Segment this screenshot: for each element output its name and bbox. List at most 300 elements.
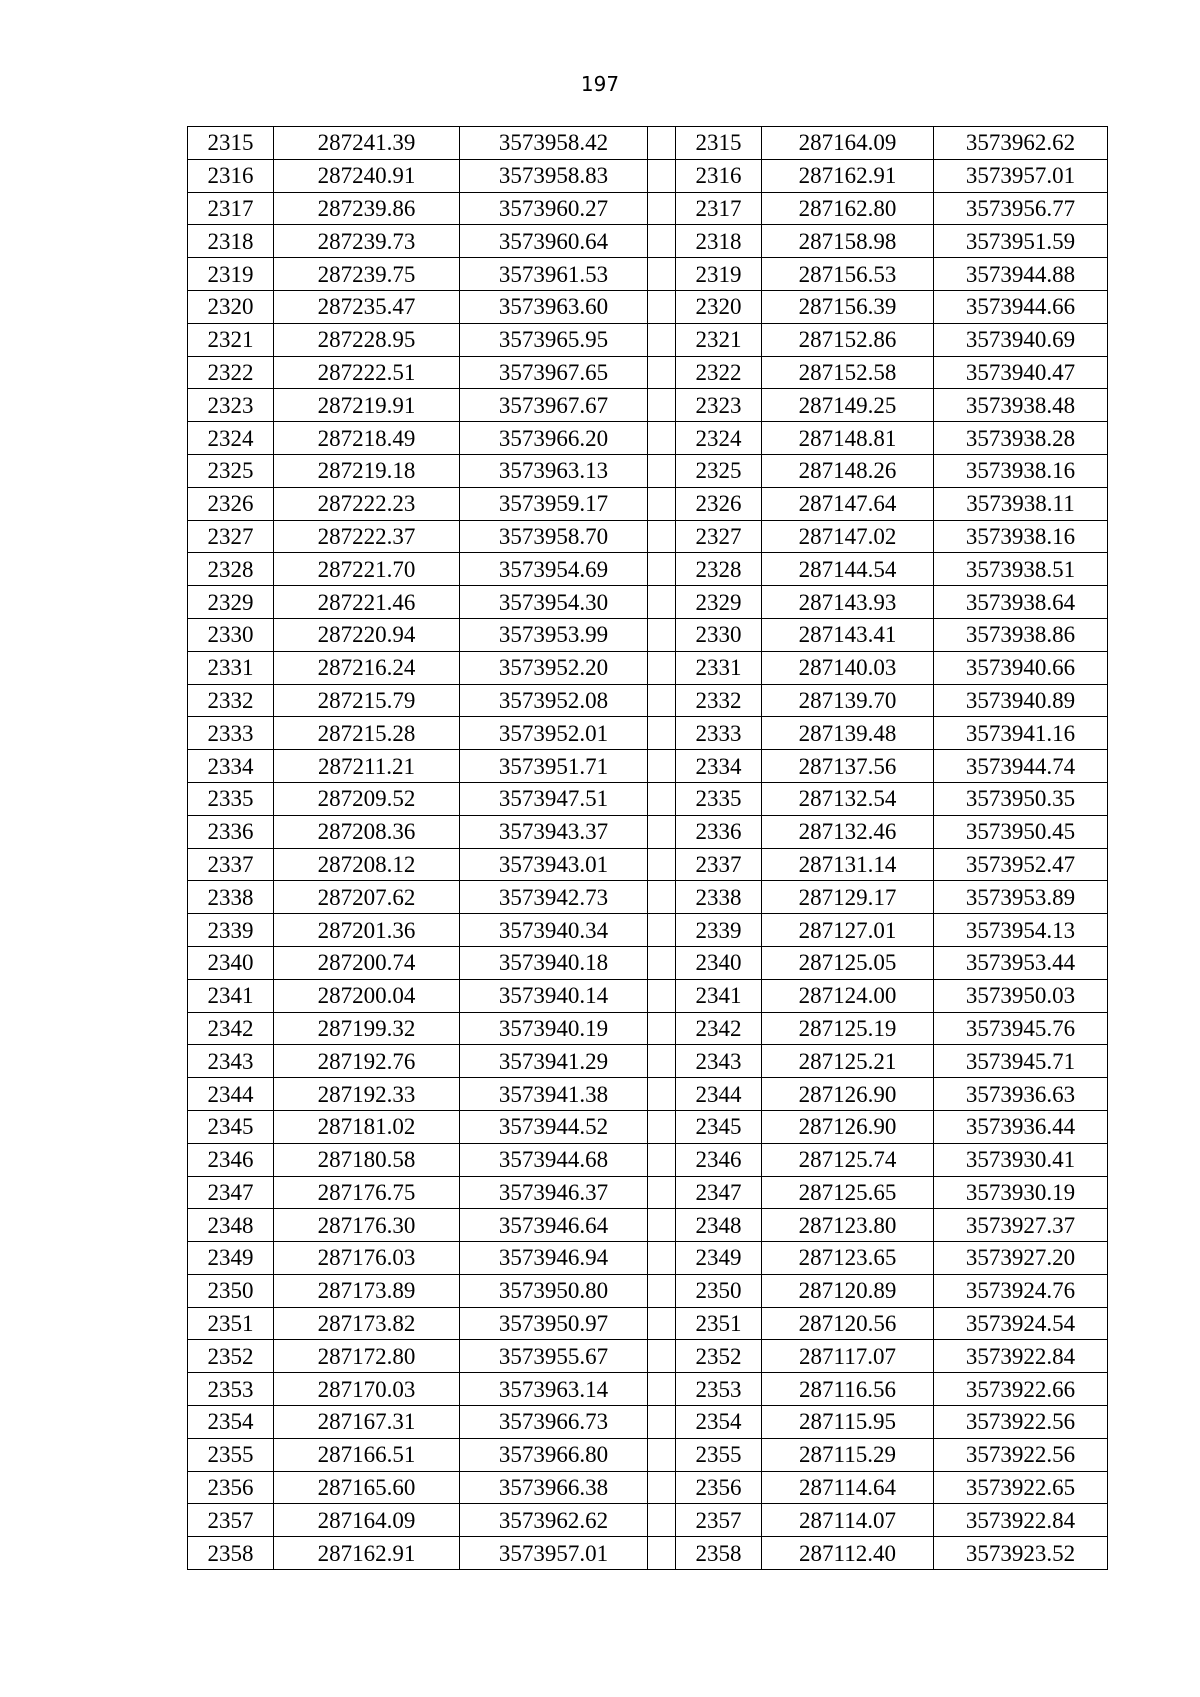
right-x-cell: 287147.02 [762, 520, 934, 553]
left-y-cell: 3573942.73 [460, 881, 648, 914]
separator-cell [648, 1012, 676, 1045]
left-x-cell: 287221.70 [274, 553, 460, 586]
separator-cell [648, 717, 676, 750]
left-x-cell: 287173.82 [274, 1307, 460, 1340]
right-y-cell: 3573950.45 [934, 815, 1108, 848]
right-y-cell: 3573945.76 [934, 1012, 1108, 1045]
table-row [188, 225, 1108, 258]
left-y-cell: 3573950.80 [460, 1274, 648, 1307]
table-row [188, 1340, 1108, 1373]
right-x-cell: 287156.53 [762, 258, 934, 291]
table-row [188, 127, 1108, 160]
left-point-id-cell: 2347 [188, 1176, 274, 1209]
left-y-cell: 3573961.53 [460, 258, 648, 291]
right-x-cell: 287112.40 [762, 1537, 934, 1570]
left-point-id-cell: 2355 [188, 1438, 274, 1471]
separator-cell [648, 684, 676, 717]
left-x-cell: 287201.36 [274, 914, 460, 947]
left-point-id-cell: 2351 [188, 1307, 274, 1340]
separator-cell [648, 1045, 676, 1078]
left-y-cell: 3573967.67 [460, 389, 648, 422]
table-row [188, 1307, 1108, 1340]
right-y-cell: 3573950.35 [934, 782, 1108, 815]
right-x-cell: 287129.17 [762, 881, 934, 914]
left-y-cell: 3573962.62 [460, 1504, 648, 1537]
right-x-cell: 287144.54 [762, 553, 934, 586]
right-x-cell: 287162.91 [762, 159, 934, 192]
left-x-cell: 287200.74 [274, 946, 460, 979]
separator-cell [648, 258, 676, 291]
separator-cell [648, 1078, 676, 1111]
right-point-id-cell: 2324 [676, 422, 762, 455]
left-point-id-cell: 2348 [188, 1209, 274, 1242]
left-y-cell: 3573940.14 [460, 979, 648, 1012]
table-row [188, 356, 1108, 389]
left-x-cell: 287211.21 [274, 750, 460, 783]
separator-cell [648, 1504, 676, 1537]
left-x-cell: 287235.47 [274, 290, 460, 323]
left-y-cell: 3573952.01 [460, 717, 648, 750]
right-point-id-cell: 2358 [676, 1537, 762, 1570]
right-y-cell: 3573938.16 [934, 454, 1108, 487]
left-x-cell: 287176.30 [274, 1209, 460, 1242]
right-point-id-cell: 2316 [676, 159, 762, 192]
left-x-cell: 287176.75 [274, 1176, 460, 1209]
right-y-cell: 3573953.89 [934, 881, 1108, 914]
right-y-cell: 3573938.11 [934, 487, 1108, 520]
right-x-cell: 287139.70 [762, 684, 934, 717]
right-point-id-cell: 2331 [676, 651, 762, 684]
right-x-cell: 287143.41 [762, 618, 934, 651]
left-point-id-cell: 2352 [188, 1340, 274, 1373]
right-y-cell: 3573956.77 [934, 192, 1108, 225]
right-y-cell: 3573952.47 [934, 848, 1108, 881]
right-y-cell: 3573944.88 [934, 258, 1108, 291]
right-point-id-cell: 2335 [676, 782, 762, 815]
right-point-id-cell: 2320 [676, 290, 762, 323]
left-point-id-cell: 2344 [188, 1078, 274, 1111]
right-point-id-cell: 2317 [676, 192, 762, 225]
left-point-id-cell: 2335 [188, 782, 274, 815]
separator-cell [648, 553, 676, 586]
left-point-id-cell: 2325 [188, 454, 274, 487]
left-x-cell: 287222.37 [274, 520, 460, 553]
left-x-cell: 287215.79 [274, 684, 460, 717]
left-y-cell: 3573958.83 [460, 159, 648, 192]
left-point-id-cell: 2354 [188, 1406, 274, 1439]
right-point-id-cell: 2334 [676, 750, 762, 783]
left-x-cell: 287239.75 [274, 258, 460, 291]
separator-cell [648, 422, 676, 455]
separator-cell [648, 651, 676, 684]
separator-cell [648, 1143, 676, 1176]
left-y-cell: 3573943.01 [460, 848, 648, 881]
right-x-cell: 287164.09 [762, 127, 934, 160]
left-point-id-cell: 2320 [188, 290, 274, 323]
right-y-cell: 3573940.89 [934, 684, 1108, 717]
right-y-cell: 3573938.64 [934, 586, 1108, 619]
left-point-id-cell: 2315 [188, 127, 274, 160]
left-y-cell: 3573946.37 [460, 1176, 648, 1209]
left-x-cell: 287173.89 [274, 1274, 460, 1307]
left-point-id-cell: 2345 [188, 1110, 274, 1143]
left-x-cell: 287166.51 [274, 1438, 460, 1471]
right-x-cell: 287139.48 [762, 717, 934, 750]
left-point-id-cell: 2322 [188, 356, 274, 389]
left-x-cell: 287180.58 [274, 1143, 460, 1176]
table-row [188, 1373, 1108, 1406]
left-y-cell: 3573960.27 [460, 192, 648, 225]
right-x-cell: 287132.54 [762, 782, 934, 815]
left-x-cell: 287239.86 [274, 192, 460, 225]
right-x-cell: 287114.07 [762, 1504, 934, 1537]
left-x-cell: 287209.52 [274, 782, 460, 815]
table-row [188, 422, 1108, 455]
right-x-cell: 287123.80 [762, 1209, 934, 1242]
right-point-id-cell: 2350 [676, 1274, 762, 1307]
left-x-cell: 287167.31 [274, 1406, 460, 1439]
separator-cell [648, 127, 676, 160]
table-row [188, 454, 1108, 487]
table-row [188, 1274, 1108, 1307]
table-row [188, 848, 1108, 881]
left-x-cell: 287200.04 [274, 979, 460, 1012]
separator-cell [648, 192, 676, 225]
right-x-cell: 287131.14 [762, 848, 934, 881]
left-point-id-cell: 2316 [188, 159, 274, 192]
right-y-cell: 3573936.44 [934, 1110, 1108, 1143]
left-y-cell: 3573963.60 [460, 290, 648, 323]
left-x-cell: 287216.24 [274, 651, 460, 684]
left-point-id-cell: 2349 [188, 1242, 274, 1275]
right-x-cell: 287149.25 [762, 389, 934, 422]
left-point-id-cell: 2338 [188, 881, 274, 914]
table-row [188, 1110, 1108, 1143]
table-row [188, 323, 1108, 356]
left-point-id-cell: 2357 [188, 1504, 274, 1537]
left-point-id-cell: 2342 [188, 1012, 274, 1045]
left-point-id-cell: 2339 [188, 914, 274, 947]
left-y-cell: 3573954.30 [460, 586, 648, 619]
right-y-cell: 3573938.51 [934, 553, 1108, 586]
left-point-id-cell: 2353 [188, 1373, 274, 1406]
right-y-cell: 3573962.62 [934, 127, 1108, 160]
right-point-id-cell: 2349 [676, 1242, 762, 1275]
left-x-cell: 287170.03 [274, 1373, 460, 1406]
separator-cell [648, 1242, 676, 1275]
separator-cell [648, 1406, 676, 1439]
separator-cell [648, 487, 676, 520]
separator-cell [648, 1537, 676, 1570]
left-y-cell: 3573947.51 [460, 782, 648, 815]
right-y-cell: 3573944.74 [934, 750, 1108, 783]
left-y-cell: 3573941.29 [460, 1045, 648, 1078]
table-row [188, 586, 1108, 619]
right-y-cell: 3573954.13 [934, 914, 1108, 947]
left-x-cell: 287199.32 [274, 1012, 460, 1045]
coordinates-table-body [188, 127, 1108, 1570]
right-x-cell: 287143.93 [762, 586, 934, 619]
separator-cell [648, 979, 676, 1012]
table-row [188, 1143, 1108, 1176]
right-point-id-cell: 2333 [676, 717, 762, 750]
left-x-cell: 287215.28 [274, 717, 460, 750]
left-x-cell: 287221.46 [274, 586, 460, 619]
left-point-id-cell: 2341 [188, 979, 274, 1012]
left-x-cell: 287222.23 [274, 487, 460, 520]
right-point-id-cell: 2342 [676, 1012, 762, 1045]
table-row [188, 881, 1108, 914]
table-row [188, 914, 1108, 947]
left-y-cell: 3573940.34 [460, 914, 648, 947]
left-x-cell: 287192.76 [274, 1045, 460, 1078]
left-y-cell: 3573946.64 [460, 1209, 648, 1242]
separator-cell [648, 1110, 676, 1143]
right-x-cell: 287148.81 [762, 422, 934, 455]
right-point-id-cell: 2345 [676, 1110, 762, 1143]
right-x-cell: 287162.80 [762, 192, 934, 225]
right-point-id-cell: 2332 [676, 684, 762, 717]
right-point-id-cell: 2336 [676, 815, 762, 848]
left-y-cell: 3573959.17 [460, 487, 648, 520]
right-y-cell: 3573957.01 [934, 159, 1108, 192]
left-x-cell: 287241.39 [274, 127, 460, 160]
separator-cell [648, 1438, 676, 1471]
left-point-id-cell: 2332 [188, 684, 274, 717]
left-point-id-cell: 2317 [188, 192, 274, 225]
left-x-cell: 287208.12 [274, 848, 460, 881]
left-y-cell: 3573950.97 [460, 1307, 648, 1340]
right-y-cell: 3573940.66 [934, 651, 1108, 684]
page-number: 197 [580, 72, 620, 96]
table-row [188, 1176, 1108, 1209]
right-point-id-cell: 2318 [676, 225, 762, 258]
left-y-cell: 3573963.13 [460, 454, 648, 487]
right-x-cell: 287123.65 [762, 1242, 934, 1275]
table-row [188, 1504, 1108, 1537]
left-x-cell: 287219.91 [274, 389, 460, 422]
right-point-id-cell: 2354 [676, 1406, 762, 1439]
separator-cell [648, 356, 676, 389]
left-point-id-cell: 2323 [188, 389, 274, 422]
left-x-cell: 287219.18 [274, 454, 460, 487]
left-point-id-cell: 2336 [188, 815, 274, 848]
right-x-cell: 287114.64 [762, 1471, 934, 1504]
right-x-cell: 287125.65 [762, 1176, 934, 1209]
separator-cell [648, 1274, 676, 1307]
right-point-id-cell: 2340 [676, 946, 762, 979]
right-y-cell: 3573951.59 [934, 225, 1108, 258]
right-y-cell: 3573930.41 [934, 1143, 1108, 1176]
right-point-id-cell: 2327 [676, 520, 762, 553]
right-x-cell: 287125.21 [762, 1045, 934, 1078]
right-x-cell: 287158.98 [762, 225, 934, 258]
right-y-cell: 3573945.71 [934, 1045, 1108, 1078]
separator-cell [648, 1471, 676, 1504]
left-y-cell: 3573958.42 [460, 127, 648, 160]
right-x-cell: 287115.95 [762, 1406, 934, 1439]
table-row [188, 1471, 1108, 1504]
left-y-cell: 3573944.68 [460, 1143, 648, 1176]
separator-cell [648, 323, 676, 356]
right-y-cell: 3573922.56 [934, 1438, 1108, 1471]
left-y-cell: 3573952.08 [460, 684, 648, 717]
separator-cell [648, 1307, 676, 1340]
left-point-id-cell: 2331 [188, 651, 274, 684]
right-y-cell: 3573923.52 [934, 1537, 1108, 1570]
left-y-cell: 3573966.73 [460, 1406, 648, 1439]
separator-cell [648, 914, 676, 947]
right-point-id-cell: 2346 [676, 1143, 762, 1176]
table-row [188, 1012, 1108, 1045]
right-y-cell: 3573938.86 [934, 618, 1108, 651]
right-point-id-cell: 2337 [676, 848, 762, 881]
right-point-id-cell: 2329 [676, 586, 762, 619]
separator-cell [648, 1209, 676, 1242]
left-point-id-cell: 2321 [188, 323, 274, 356]
left-point-id-cell: 2319 [188, 258, 274, 291]
left-y-cell: 3573960.64 [460, 225, 648, 258]
right-x-cell: 287125.05 [762, 946, 934, 979]
left-y-cell: 3573957.01 [460, 1537, 648, 1570]
right-x-cell: 287127.01 [762, 914, 934, 947]
right-point-id-cell: 2315 [676, 127, 762, 160]
right-point-id-cell: 2325 [676, 454, 762, 487]
right-point-id-cell: 2356 [676, 1471, 762, 1504]
right-y-cell: 3573936.63 [934, 1078, 1108, 1111]
right-point-id-cell: 2347 [676, 1176, 762, 1209]
separator-cell [648, 1373, 676, 1406]
separator-cell [648, 618, 676, 651]
right-x-cell: 287147.64 [762, 487, 934, 520]
right-x-cell: 287117.07 [762, 1340, 934, 1373]
table-row [188, 389, 1108, 422]
separator-cell [648, 881, 676, 914]
right-y-cell: 3573922.65 [934, 1471, 1108, 1504]
right-point-id-cell: 2338 [676, 881, 762, 914]
table-row [188, 1406, 1108, 1439]
left-y-cell: 3573951.71 [460, 750, 648, 783]
left-y-cell: 3573967.65 [460, 356, 648, 389]
right-x-cell: 287152.58 [762, 356, 934, 389]
table-row [188, 192, 1108, 225]
left-x-cell: 287172.80 [274, 1340, 460, 1373]
left-y-cell: 3573965.95 [460, 323, 648, 356]
right-point-id-cell: 2353 [676, 1373, 762, 1406]
table-row [188, 1438, 1108, 1471]
left-x-cell: 287165.60 [274, 1471, 460, 1504]
left-point-id-cell: 2346 [188, 1143, 274, 1176]
left-x-cell: 287162.91 [274, 1537, 460, 1570]
right-point-id-cell: 2323 [676, 389, 762, 422]
right-point-id-cell: 2343 [676, 1045, 762, 1078]
table-row [188, 258, 1108, 291]
left-point-id-cell: 2358 [188, 1537, 274, 1570]
right-x-cell: 287156.39 [762, 290, 934, 323]
table-row [188, 1078, 1108, 1111]
left-point-id-cell: 2334 [188, 750, 274, 783]
coordinates-table [187, 126, 1108, 1570]
left-y-cell: 3573954.69 [460, 553, 648, 586]
table-row [188, 684, 1108, 717]
right-point-id-cell: 2352 [676, 1340, 762, 1373]
left-x-cell: 287176.03 [274, 1242, 460, 1275]
left-y-cell: 3573941.38 [460, 1078, 648, 1111]
right-point-id-cell: 2357 [676, 1504, 762, 1537]
right-y-cell: 3573938.28 [934, 422, 1108, 455]
right-x-cell: 287120.56 [762, 1307, 934, 1340]
separator-cell [648, 225, 676, 258]
table-row [188, 1045, 1108, 1078]
right-point-id-cell: 2339 [676, 914, 762, 947]
left-x-cell: 287218.49 [274, 422, 460, 455]
separator-cell [648, 815, 676, 848]
right-y-cell: 3573927.20 [934, 1242, 1108, 1275]
left-point-id-cell: 2350 [188, 1274, 274, 1307]
right-point-id-cell: 2330 [676, 618, 762, 651]
right-y-cell: 3573938.16 [934, 520, 1108, 553]
separator-cell [648, 159, 676, 192]
right-y-cell: 3573922.84 [934, 1504, 1108, 1537]
right-y-cell: 3573922.66 [934, 1373, 1108, 1406]
separator-cell [648, 848, 676, 881]
table-row [188, 946, 1108, 979]
right-point-id-cell: 2348 [676, 1209, 762, 1242]
right-x-cell: 287126.90 [762, 1078, 934, 1111]
left-point-id-cell: 2340 [188, 946, 274, 979]
left-x-cell: 287222.51 [274, 356, 460, 389]
right-y-cell: 3573944.66 [934, 290, 1108, 323]
left-point-id-cell: 2318 [188, 225, 274, 258]
right-x-cell: 287140.03 [762, 651, 934, 684]
right-y-cell: 3573930.19 [934, 1176, 1108, 1209]
left-x-cell: 287192.33 [274, 1078, 460, 1111]
right-point-id-cell: 2341 [676, 979, 762, 1012]
table-row [188, 782, 1108, 815]
right-point-id-cell: 2328 [676, 553, 762, 586]
right-x-cell: 287126.90 [762, 1110, 934, 1143]
left-point-id-cell: 2343 [188, 1045, 274, 1078]
right-point-id-cell: 2355 [676, 1438, 762, 1471]
right-x-cell: 287132.46 [762, 815, 934, 848]
left-y-cell: 3573952.20 [460, 651, 648, 684]
separator-cell [648, 290, 676, 323]
right-y-cell: 3573938.48 [934, 389, 1108, 422]
left-x-cell: 287181.02 [274, 1110, 460, 1143]
left-point-id-cell: 2329 [188, 586, 274, 619]
separator-cell [648, 946, 676, 979]
separator-cell [648, 586, 676, 619]
left-x-cell: 287228.95 [274, 323, 460, 356]
left-point-id-cell: 2324 [188, 422, 274, 455]
table-row [188, 159, 1108, 192]
right-y-cell: 3573940.47 [934, 356, 1108, 389]
separator-cell [648, 1176, 676, 1209]
right-x-cell: 287148.26 [762, 454, 934, 487]
left-x-cell: 287208.36 [274, 815, 460, 848]
left-y-cell: 3573946.94 [460, 1242, 648, 1275]
left-y-cell: 3573953.99 [460, 618, 648, 651]
left-y-cell: 3573966.38 [460, 1471, 648, 1504]
right-point-id-cell: 2319 [676, 258, 762, 291]
left-y-cell: 3573966.80 [460, 1438, 648, 1471]
right-x-cell: 287120.89 [762, 1274, 934, 1307]
left-x-cell: 287240.91 [274, 159, 460, 192]
left-point-id-cell: 2326 [188, 487, 274, 520]
table-row [188, 520, 1108, 553]
right-x-cell: 287116.56 [762, 1373, 934, 1406]
right-y-cell: 3573922.56 [934, 1406, 1108, 1439]
